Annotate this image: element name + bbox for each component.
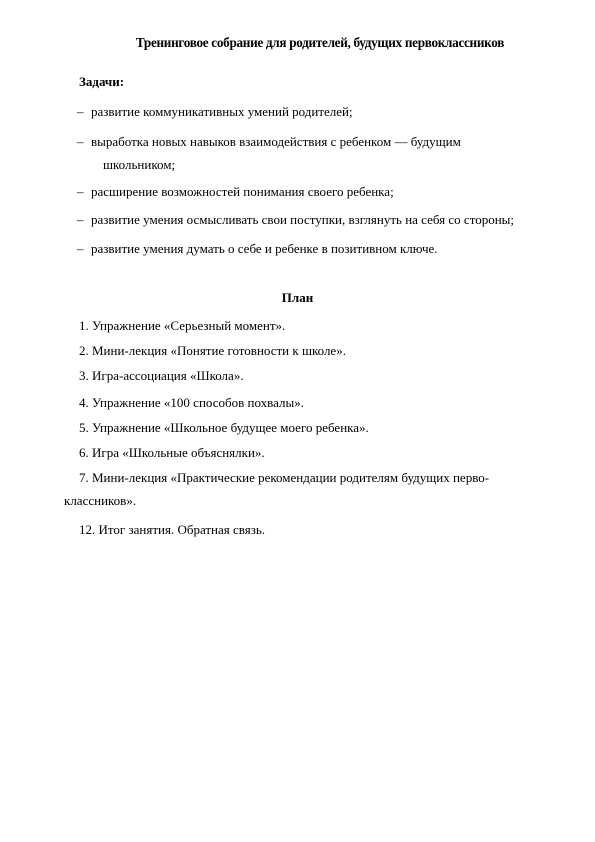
plan-item-text: 6. Игра «Школьные объяснялки». <box>79 445 265 460</box>
task-text-continuation: школьником; <box>103 157 176 172</box>
dash-bullet: – <box>77 134 84 149</box>
plan-item-text: 2. Мини-лекция «Понятие готовности к школе». <box>79 343 346 358</box>
plan-item <box>79 364 244 387</box>
dash-bullet: – <box>77 184 84 199</box>
task-item <box>77 237 557 260</box>
task-item <box>77 208 557 231</box>
plan-item <box>79 391 304 414</box>
plan-item <box>79 314 285 337</box>
plan-item <box>79 441 265 464</box>
tasks-heading: Задачи: <box>79 74 125 89</box>
plan-item <box>79 339 346 362</box>
task-text: развитие коммуникативных умений родителей; <box>91 104 353 119</box>
plan-heading: План <box>281 290 314 305</box>
task-text: развитие умения думать о себе и ребенке в позитивном ключе. <box>91 241 438 256</box>
task-item <box>77 180 557 203</box>
plan-item-text: 4. Упражнение «100 способов похвалы». <box>79 395 304 410</box>
task-text: расширение возможностей понимания своего ребенка; <box>91 184 394 199</box>
task-item <box>77 130 557 176</box>
task-text: развитие умения осмысливать свои поступки, взглянуть на себя со стороны; <box>91 212 515 227</box>
plan-item-continuation: классников». <box>64 493 137 508</box>
dash-bullet: – <box>77 241 84 256</box>
plan-item-text: 7. Мини-лекция «Практические рекомендации родителям будущих перво- <box>79 470 490 485</box>
dash-bullet: – <box>77 104 84 119</box>
plan-item <box>64 466 490 508</box>
plan-item-text: 1. Упражнение «Серьезный момент». <box>79 318 286 333</box>
dash-bullet: – <box>77 212 84 227</box>
plan-item-text: 3. Игра-ассоциация «Школа». <box>79 368 244 383</box>
task-text: выработка новых навыков взаимодействия с ребенком — будущим <box>91 134 461 149</box>
plan-item-text: 5. Упражнение «Школьное будущее моего ребенка». <box>79 420 369 435</box>
plan-item <box>79 416 369 439</box>
plan-item-text: 12. Итог занятия. Обратная связь. <box>79 522 266 537</box>
document-title: Тренинговое собрание для родителей, будущих первоклассников <box>135 35 505 50</box>
plan-item <box>79 518 265 541</box>
task-item <box>77 100 557 123</box>
